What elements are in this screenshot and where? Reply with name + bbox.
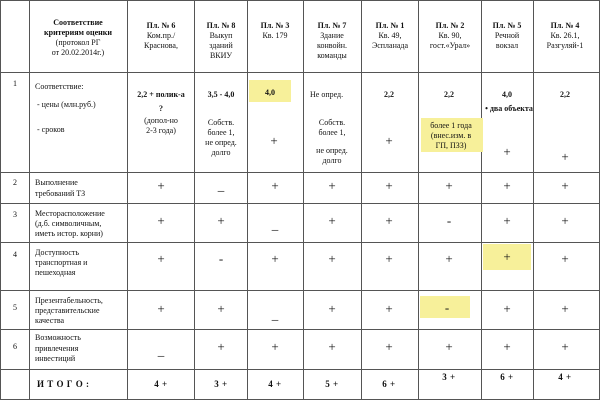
price-value: 4,0 xyxy=(502,90,512,99)
mark: - xyxy=(444,300,450,315)
criterion-text: транспортная и xyxy=(35,258,88,267)
mark: + xyxy=(328,213,336,228)
site-desc: Кв. 179 xyxy=(262,31,288,40)
mark: + xyxy=(445,251,453,266)
site-desc: вокзал xyxy=(495,41,519,50)
site-desc: зданий xyxy=(209,41,233,50)
row-number: 5 xyxy=(13,303,17,312)
mark: _ xyxy=(271,217,279,232)
mark: + xyxy=(561,178,569,193)
site-title: Пл. № 8 xyxy=(206,21,236,30)
mark: + xyxy=(217,301,225,316)
criterion-text: Соответствие: xyxy=(35,82,84,91)
mark: + xyxy=(385,178,393,193)
term-value: (допол-но xyxy=(144,116,178,125)
site-desc: Разгуляй-1 xyxy=(546,41,584,50)
site-desc: ВКИУ xyxy=(209,51,233,60)
mark: + xyxy=(503,144,511,159)
header-criteria-4: от 20.02.2014г.) xyxy=(51,48,105,57)
total-value: 6 + xyxy=(500,372,514,382)
total-value: 5 + xyxy=(325,379,339,389)
mark: + xyxy=(503,339,511,354)
site-title: Пл. № 3 xyxy=(260,21,290,30)
two-objects-note: • два объекта xyxy=(485,104,533,113)
mark: _ xyxy=(271,307,279,322)
price-value: Не опред. xyxy=(310,90,344,99)
mark: + xyxy=(328,339,336,354)
mark: + xyxy=(561,251,569,266)
row-number: 4 xyxy=(13,250,17,259)
term-value: более 1, xyxy=(318,128,346,137)
site-title: Пл. № 6 xyxy=(146,21,176,30)
header-criteria-2: критериям оценки xyxy=(44,28,112,37)
term-value: не опред. xyxy=(316,146,348,155)
mark: + xyxy=(270,133,278,148)
mark: + xyxy=(445,178,453,193)
site-desc: Краснова, xyxy=(144,41,178,50)
totals-label: И Т О Г О : xyxy=(37,379,90,389)
criterion-text: пешеходная xyxy=(35,268,76,277)
site-desc: Кв. 49, xyxy=(378,31,402,40)
mark: + xyxy=(385,301,393,316)
mark: + xyxy=(328,301,336,316)
total-value: 6 + xyxy=(382,379,396,389)
criterion-text: - сроков xyxy=(37,125,65,134)
mark: - xyxy=(218,251,224,266)
criterion-text: привлечения xyxy=(35,344,79,353)
mark: + xyxy=(385,133,393,148)
criterion-text: качества xyxy=(35,316,65,325)
price-value: 3,5 - 4,0 xyxy=(207,90,235,99)
site-desc: Выкуп xyxy=(209,31,233,40)
criterion-text: представительские xyxy=(35,306,100,315)
mark: + xyxy=(328,251,336,266)
criterion-text: инвестиций xyxy=(35,354,76,363)
term-value: не опред. xyxy=(205,138,237,147)
criterion-text: иметь истор. корни) xyxy=(35,229,103,238)
mark: + xyxy=(385,251,393,266)
criterion-text: Презентабельность, xyxy=(35,296,103,305)
price-value: 4,0 xyxy=(265,88,275,97)
site-desc: гост.«Урал» xyxy=(429,41,471,50)
site-desc: Ком.пр./ xyxy=(146,31,176,40)
mark: + xyxy=(561,149,569,164)
mark: + xyxy=(503,301,511,316)
total-value: 3 + xyxy=(442,372,456,382)
site-desc: конвойн. xyxy=(316,41,348,50)
site-title: Пл. № 7 xyxy=(317,21,347,30)
mark: + xyxy=(328,178,336,193)
site-desc: Речной xyxy=(494,31,520,40)
total-value: 4 + xyxy=(268,379,282,389)
mark: + xyxy=(271,339,279,354)
mark: + xyxy=(561,301,569,316)
criterion-text: Месторасположение xyxy=(35,209,105,218)
header-criteria-3: (протокол РГ xyxy=(55,38,101,47)
site-title: Пл. № 1 xyxy=(375,21,405,30)
term-value: (внес.изм. в xyxy=(430,131,472,140)
price-value: 2,2 xyxy=(560,90,570,99)
term-value: Собств. xyxy=(318,118,346,127)
row-number: 1 xyxy=(13,79,17,88)
mark: - xyxy=(446,213,452,228)
criterion-text: требований ТЗ xyxy=(35,189,86,198)
row-number: 3 xyxy=(13,210,17,219)
site-desc: Эспланада xyxy=(371,41,409,50)
site-desc: команды xyxy=(317,51,347,60)
total-value: 3 + xyxy=(214,379,228,389)
mark: + xyxy=(561,213,569,228)
mark: + xyxy=(271,178,279,193)
mark: _ xyxy=(217,178,225,193)
mark: + xyxy=(503,213,511,228)
site-title: Пл. № 2 xyxy=(435,21,465,30)
mark: + xyxy=(157,213,165,228)
mark: + xyxy=(157,178,165,193)
total-value: 4 + xyxy=(154,379,168,389)
total-value: 4 + xyxy=(558,372,572,382)
site-desc: Здание xyxy=(320,31,344,40)
site-desc: Кв. 26.1, xyxy=(550,31,580,40)
term-value: более 1, xyxy=(207,128,235,137)
mark: _ xyxy=(157,343,165,358)
mark: + xyxy=(157,251,165,266)
criterion-text: (д.б. символичным, xyxy=(35,219,102,228)
site-title: Пл. № 4 xyxy=(550,21,580,30)
term-value: более 1 года xyxy=(430,121,472,130)
mark: + xyxy=(271,251,279,266)
mark: + xyxy=(157,301,165,316)
mark: + xyxy=(217,213,225,228)
row-number: 6 xyxy=(13,342,17,351)
criterion-text: Возможность xyxy=(35,333,81,342)
term-value: 2-3 года) xyxy=(146,126,176,135)
term-value: ГП, ПЗЗ) xyxy=(435,141,467,150)
header-criteria-1: Соответствие xyxy=(53,18,103,27)
term-value: долго xyxy=(322,156,342,165)
term-value: долго xyxy=(211,148,231,157)
term-value: ? xyxy=(159,104,163,113)
term-value: Собств. xyxy=(207,118,235,127)
mark: + xyxy=(503,249,511,264)
price-value: 2,2 xyxy=(384,90,394,99)
criterion-text: Доступность xyxy=(35,248,80,257)
price-value: 2,2 + полик-а xyxy=(137,90,185,99)
mark: + xyxy=(561,339,569,354)
site-desc: Кв. 90, xyxy=(438,31,462,40)
mark: + xyxy=(385,213,393,228)
row-number: 2 xyxy=(13,178,17,187)
mark: + xyxy=(217,339,225,354)
mark: + xyxy=(445,339,453,354)
mark: + xyxy=(385,339,393,354)
criterion-text: - цены (млн.руб.) xyxy=(37,100,96,109)
criterion-text: Выполнение xyxy=(35,178,78,187)
site-title: Пл. № 5 xyxy=(492,21,522,30)
price-value: 2,2 xyxy=(444,90,454,99)
mark: + xyxy=(503,178,511,193)
